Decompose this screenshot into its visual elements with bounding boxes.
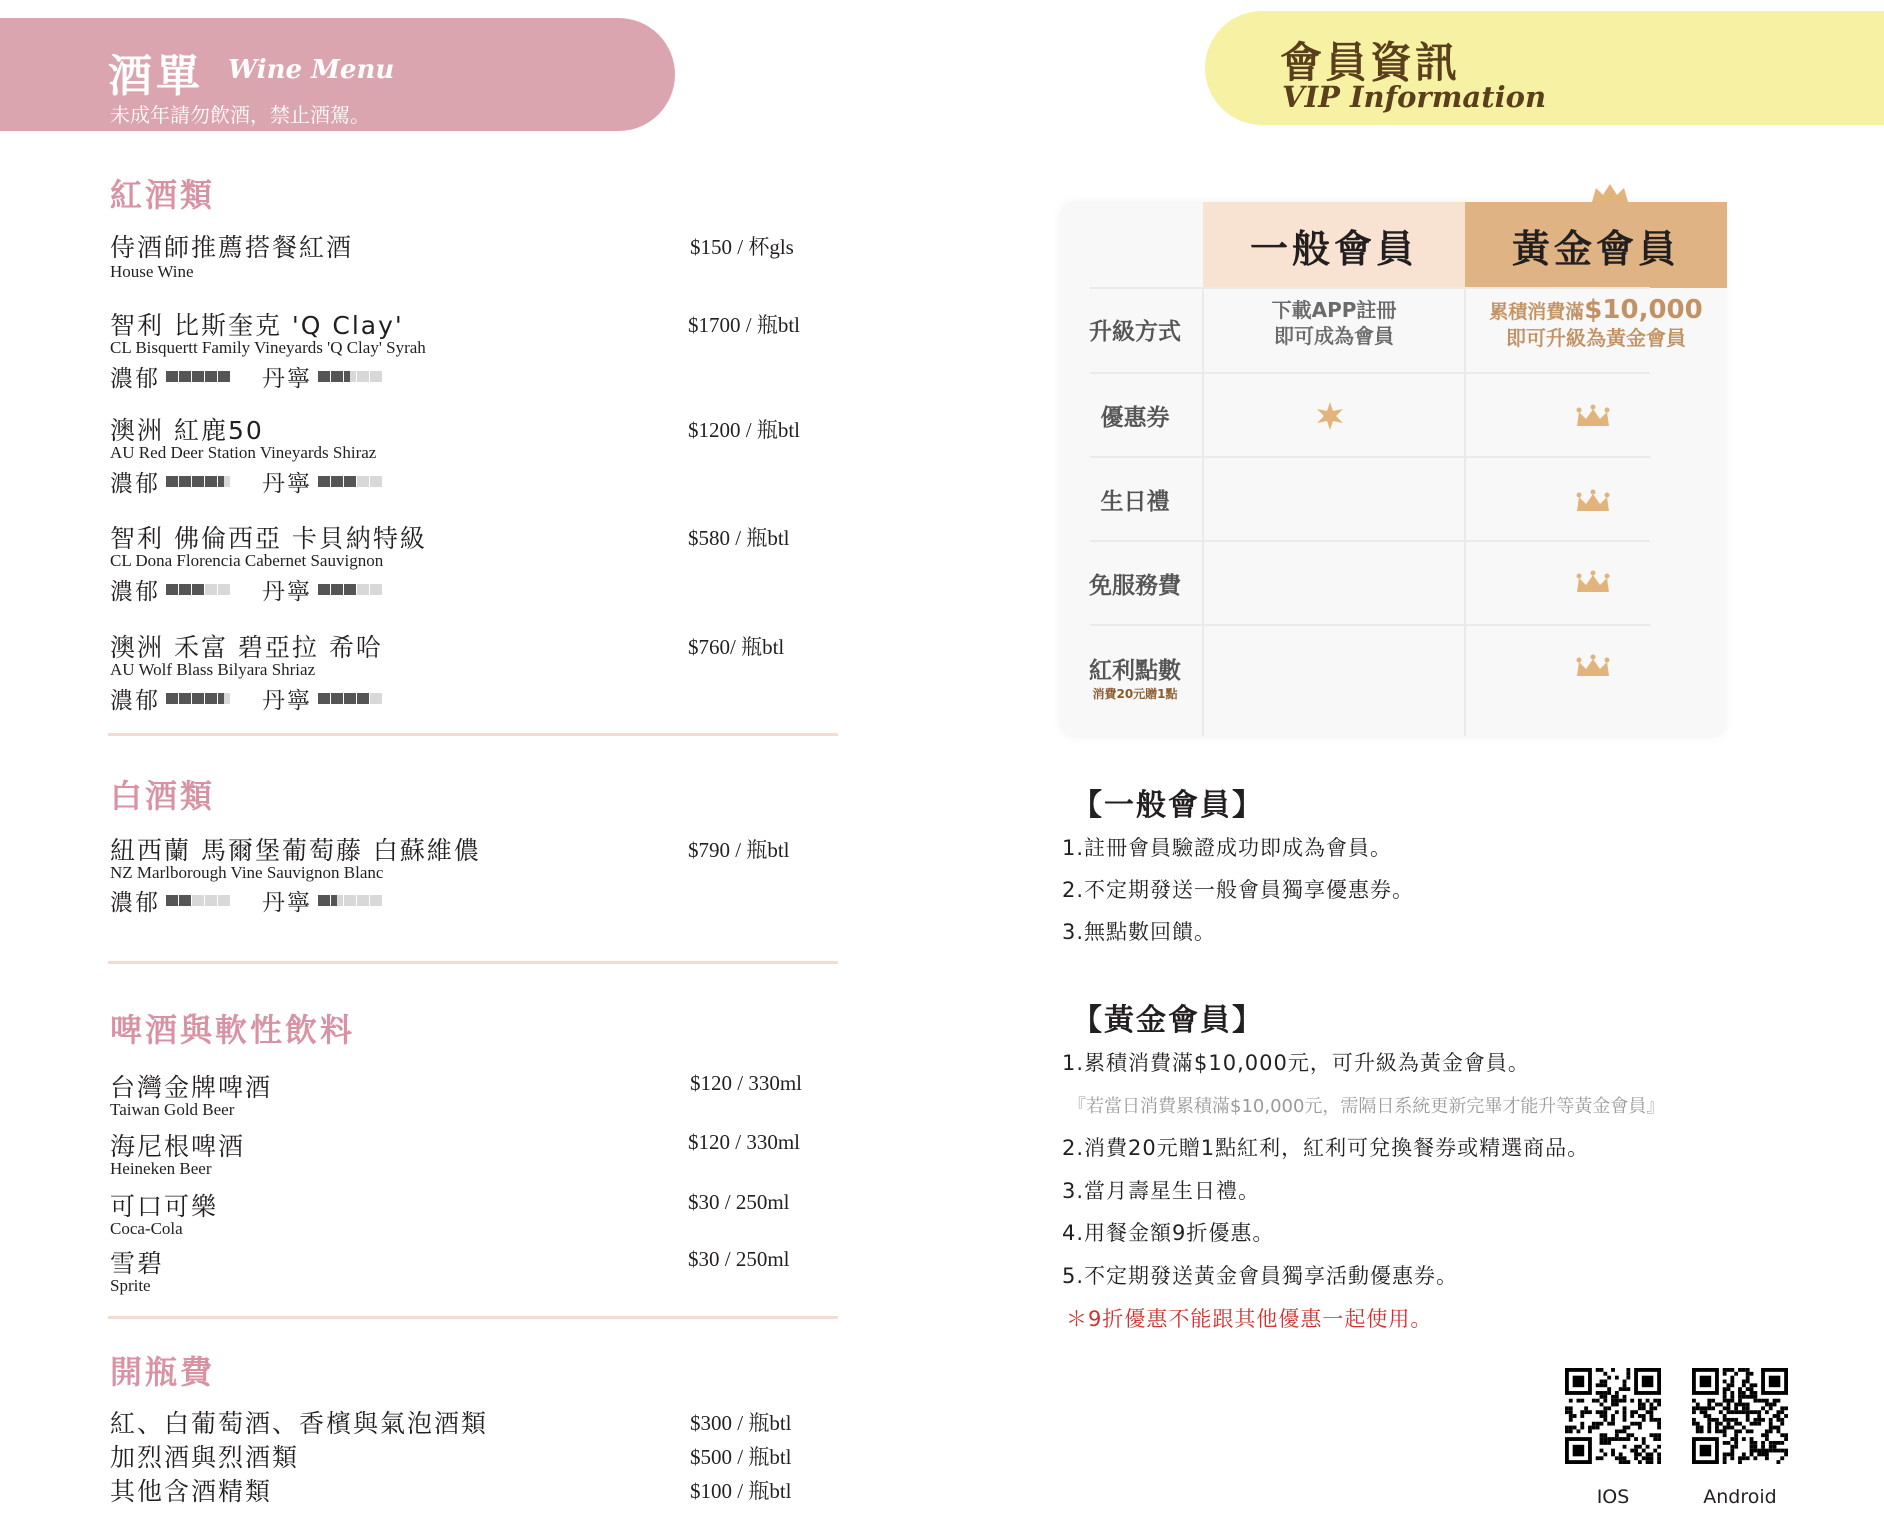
gold-rule-item: 2.消費20元贈1點紅利，紅利可兌換餐券或精選商品。: [1062, 1136, 1590, 1160]
gold-upgrade-amount: $10,000: [1584, 295, 1703, 325]
gold-upgrade-text: [1465, 297, 1727, 351]
body-level-bar: [166, 895, 230, 906]
row-label: 免服務費: [1089, 573, 1181, 599]
row-label: 生日禮: [1100, 489, 1170, 515]
item-name-en: AU Red Deer Station Vineyards Shiraz: [110, 443, 377, 462]
gold-rule-item: 4.用餐金額9折優惠。: [1062, 1221, 1275, 1245]
level-segment: [205, 895, 217, 906]
drinking-warning: 未成年請勿飲酒，禁止酒駕。: [110, 103, 370, 127]
level-segment: [166, 895, 178, 906]
gold-upgrade-line1: [1465, 297, 1727, 325]
level-segment: [179, 476, 191, 487]
crown-icon: [1575, 654, 1611, 680]
level-segment: [357, 895, 369, 906]
item-name-zh: 台灣金牌啤酒: [110, 1073, 273, 1102]
level-segment: [318, 476, 330, 487]
item-name-zh: 澳洲 禾富 碧亞拉 希哈: [110, 633, 383, 662]
level-segment: [218, 693, 230, 704]
tannin-level-bar: [318, 371, 382, 382]
general-rule-item: 3.無點數回饋。: [1062, 920, 1217, 944]
general-upgrade-line1: 下載APP註冊: [1271, 298, 1397, 322]
level-segment: [192, 584, 204, 595]
level-segment: [357, 584, 369, 595]
level-segment: [179, 895, 191, 906]
item-name-zh: 可口可樂: [110, 1192, 219, 1221]
table-col-divider: [1202, 288, 1204, 736]
item-name-en: House Wine: [110, 262, 194, 281]
general-upgrade-text: [1203, 297, 1465, 349]
level-segment: [331, 584, 343, 595]
level-segment: [205, 693, 217, 704]
item-name-en: Taiwan Gold Beer: [110, 1100, 235, 1119]
gold-rules-title: 【黃金會員】: [1072, 1003, 1264, 1038]
item-name-en: CL Dona Florencia Cabernet Sauvignon: [110, 551, 384, 570]
item-name-en: AU Wolf Blass Bilyara Shriaz: [110, 660, 316, 679]
level-segment: [370, 476, 382, 487]
level-segment: [166, 371, 178, 382]
ios-download-label[interactable]: IOS: [1596, 1486, 1630, 1508]
level-segment: [205, 476, 217, 487]
table-row-divider: [1090, 624, 1650, 626]
section-divider: [108, 733, 838, 736]
level-segment: [192, 895, 204, 906]
section-title-corkage: 開瓶費: [110, 1353, 216, 1391]
item-name-en: Sprite: [110, 1276, 151, 1295]
item-name-zh: 智利 佛倫西亞 卡貝納特級: [110, 524, 427, 553]
star-icon: [1315, 401, 1345, 431]
gold-upgrade-prefix: 累積消費滿: [1489, 301, 1585, 323]
level-segment: [344, 693, 356, 704]
level-segment: [192, 693, 204, 704]
item-name-zh: 雪碧: [110, 1249, 165, 1278]
level-segment: [218, 476, 230, 487]
table-row-divider: [1090, 372, 1650, 374]
tier-header-gold: 黃金會員: [1465, 202, 1727, 288]
level-segment: [179, 693, 191, 704]
tannin-level-bar: [318, 693, 382, 704]
section-divider: [108, 1316, 838, 1319]
level-segment: [218, 371, 230, 382]
level-segment: [318, 371, 330, 382]
discount-warning: ＊9折優惠不能跟其他優惠一起使用。: [1066, 1307, 1433, 1331]
level-segment: [318, 693, 330, 704]
table-col-divider: [1464, 288, 1466, 736]
item-price: $1200 / 瓶btl: [688, 418, 801, 442]
gold-upgrade-line2: 即可升級為黃金會員: [1506, 326, 1686, 350]
item-price: $500 / 瓶btl: [690, 1445, 792, 1469]
wine-menu-title: 酒單: [108, 51, 204, 102]
body-level-bar: [166, 693, 230, 704]
general-rule-item: 1.註冊會員驗證成功即成為會員。: [1062, 836, 1393, 860]
item-price: $120 / 330ml: [688, 1130, 801, 1154]
gold-rule-item: 1.累積消費滿$10,000元，可升級為黃金會員。: [1062, 1051, 1530, 1075]
tannin-label: 丹寧: [262, 889, 312, 916]
body-level-bar: [166, 371, 230, 382]
section-title-beer-soft-drinks: 啤酒與軟性飲料: [110, 1011, 356, 1049]
level-segment: [357, 693, 369, 704]
item-name-zh: 海尼根啤酒: [110, 1132, 246, 1161]
body-label: 濃郁: [110, 889, 160, 916]
level-segment: [318, 895, 330, 906]
level-segment: [331, 371, 343, 382]
crown-icon: [1575, 489, 1611, 515]
taste-profile: [110, 575, 414, 603]
item-price: $30 / 250ml: [688, 1247, 790, 1271]
tier-header-general: 一般會員: [1203, 202, 1465, 288]
item-name-zh: 其他含酒精類: [110, 1477, 273, 1506]
item-price: $100 / 瓶btl: [690, 1479, 792, 1503]
item-name-zh: 紅、白葡萄酒、香檳與氣泡酒類: [110, 1409, 489, 1438]
wine-menu-title-en: Wine Menu: [228, 55, 395, 85]
row-note: 消費20元贈1點: [1092, 687, 1178, 701]
taste-profile: [110, 886, 414, 914]
vip-title-en: VIP Information: [1282, 80, 1547, 114]
level-segment: [205, 584, 217, 595]
item-name-zh: 紐西蘭 馬爾堡葡萄藤 白蘇維儂: [110, 836, 481, 865]
item-price: $580 / 瓶btl: [688, 526, 790, 550]
tannin-label: 丹寧: [262, 687, 312, 714]
item-name-zh: 智利 比斯奎克 'Q Clay': [110, 311, 404, 340]
tannin-label: 丹寧: [262, 578, 312, 605]
body-level-bar: [166, 476, 230, 487]
crown-icon: [1575, 570, 1611, 596]
item-price: $150 / 杯gls: [690, 235, 794, 259]
level-segment: [318, 584, 330, 595]
android-qr-code[interactable]: [1692, 1368, 1788, 1464]
item-price: $760/ 瓶btl: [688, 635, 785, 659]
table-row-divider: [1090, 540, 1650, 542]
level-segment: [370, 371, 382, 382]
item-price: $790 / 瓶btl: [688, 838, 790, 862]
item-name-zh: 澳洲 紅鹿50: [110, 416, 264, 445]
item-price: $120 / 330ml: [690, 1071, 803, 1095]
section-title-red-wine: 紅酒類: [110, 176, 216, 214]
body-label: 濃郁: [110, 687, 160, 714]
android-download-label[interactable]: Android: [1703, 1486, 1777, 1508]
item-name-en: CL Bisquertt Family Vineyards 'Q Clay' Syrah: [110, 338, 426, 357]
level-segment: [331, 895, 343, 906]
level-segment: [344, 584, 356, 595]
level-segment: [179, 371, 191, 382]
level-segment: [218, 584, 230, 595]
taste-profile: [110, 362, 414, 390]
level-segment: [192, 476, 204, 487]
tannin-label: 丹寧: [262, 365, 312, 392]
general-rules-title: 【一般會員】: [1072, 788, 1264, 823]
level-segment: [166, 584, 178, 595]
level-segment: [166, 476, 178, 487]
level-segment: [331, 476, 343, 487]
level-segment: [179, 584, 191, 595]
taste-profile: [110, 467, 414, 495]
section-title-white-wine: 白酒類: [110, 777, 216, 815]
item-name-en: Coca-Cola: [110, 1219, 183, 1238]
tannin-level-bar: [318, 895, 382, 906]
item-name-zh: 加烈酒與烈酒類: [110, 1443, 300, 1472]
crown-icon: [1590, 182, 1630, 204]
gold-rule-item: 5.不定期發送黃金會員獨享活動優惠券。: [1062, 1264, 1459, 1288]
level-segment: [370, 584, 382, 595]
level-segment: [344, 371, 356, 382]
item-price: $1700 / 瓶btl: [688, 313, 801, 337]
level-segment: [357, 371, 369, 382]
item-price: $300 / 瓶btl: [690, 1411, 792, 1435]
level-segment: [331, 693, 343, 704]
item-name-en: Heineken Beer: [110, 1159, 212, 1178]
tannin-level-bar: [318, 584, 382, 595]
row-label: 升級方式: [1089, 319, 1181, 345]
gold-rule-item: 3.當月壽星生日禮。: [1062, 1179, 1261, 1203]
table-row-divider: [1090, 456, 1650, 458]
level-segment: [205, 371, 217, 382]
taste-profile: [110, 684, 414, 712]
row-label: 紅利點數: [1089, 658, 1181, 684]
level-segment: [370, 693, 382, 704]
tannin-label: 丹寧: [262, 470, 312, 497]
level-segment: [357, 476, 369, 487]
general-rule-item: 2.不定期發送一般會員獨享優惠券。: [1062, 878, 1415, 902]
level-segment: [218, 895, 230, 906]
general-upgrade-line2: 即可成為會員: [1274, 324, 1394, 348]
body-label: 濃郁: [110, 470, 160, 497]
table-row-divider: [1090, 287, 1650, 289]
vip-title: 會員資訊: [1280, 38, 1461, 87]
level-segment: [166, 693, 178, 704]
level-segment: [192, 371, 204, 382]
body-level-bar: [166, 584, 230, 595]
level-segment: [370, 895, 382, 906]
row-label: 優惠券: [1100, 405, 1170, 431]
tannin-level-bar: [318, 476, 382, 487]
gold-rule-note: 『若當日消費累積滿$10,000元，需隔日系統更新完畢才能升等黃金會員』: [1068, 1096, 1665, 1117]
body-label: 濃郁: [110, 365, 160, 392]
item-name-en: NZ Marlborough Vine Sauvignon Blanc: [110, 863, 384, 882]
level-segment: [344, 476, 356, 487]
crown-icon: [1575, 404, 1611, 430]
level-segment: [344, 895, 356, 906]
item-price: $30 / 250ml: [688, 1190, 790, 1214]
item-name-zh: 侍酒師推薦搭餐紅酒: [110, 233, 354, 262]
ios-qr-code[interactable]: [1565, 1368, 1661, 1464]
section-divider: [108, 961, 838, 964]
body-label: 濃郁: [110, 578, 160, 605]
